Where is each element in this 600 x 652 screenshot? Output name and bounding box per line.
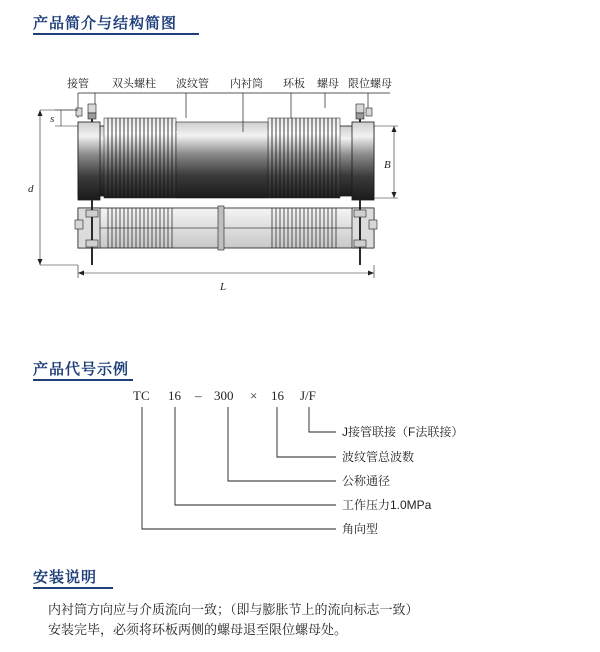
code-legend-4: 角向型 <box>342 522 379 535</box>
callout-label-4: 环板 <box>283 78 305 90</box>
code-legend-2: 公称通径 <box>342 474 391 488</box>
dim-label-B: B <box>384 159 391 171</box>
install-line-0: 内衬筒方向应与介质流向一致；（即与膨胀节上的流向标志一致） <box>48 602 419 617</box>
callout-labels <box>67 76 392 90</box>
code-legend-1: 波纹管总波数 <box>342 450 415 464</box>
callout-label-6: 限位螺母 <box>348 78 392 90</box>
section-rule-install <box>33 587 113 589</box>
bellows-left <box>104 118 176 198</box>
section-title-install: 安装说明 <box>33 569 98 586</box>
callout-label-2: 波纹管 <box>176 78 209 90</box>
callout-label-3: 内衬筒 <box>230 78 263 90</box>
code-legend-0: J接管联接（F法联接） <box>342 425 464 439</box>
callout-label-5: 螺母 <box>317 78 339 90</box>
code-token-5: 16 <box>271 388 284 403</box>
section-title-structure: 产品简介与结构简图 <box>33 15 178 32</box>
dim-L <box>78 265 374 293</box>
bottom-view <box>75 200 377 265</box>
code-token-6: J/F <box>300 388 316 403</box>
code-token-3: 300 <box>214 388 234 403</box>
code-token-4: × <box>250 388 258 403</box>
section-title-code: 产品代号示例 <box>33 361 130 378</box>
dim-label-d: d <box>28 183 34 195</box>
install-instructions <box>48 600 568 640</box>
right-bolt-assembly <box>356 104 372 119</box>
dim-label-L: L <box>220 281 227 293</box>
bellows-right <box>268 118 340 198</box>
callout-label-1: 双头螺柱 <box>112 78 156 90</box>
structure-diagram <box>0 60 600 310</box>
code-token-1: 16 <box>168 388 181 403</box>
install-line-1: 安装完毕，必须将环板两侧的螺母退至限位螺母处。 <box>48 622 348 637</box>
code-token-2: – <box>195 388 202 403</box>
dim-s <box>50 110 78 126</box>
dim-label-s: s <box>50 113 55 125</box>
left-bolt-assembly <box>76 104 96 119</box>
section-rule-structure <box>33 33 199 35</box>
code-token-row <box>133 388 316 403</box>
callout-label-0: 接管 <box>67 78 89 90</box>
code-token-0: TC <box>133 388 150 403</box>
code-legend-3: 工作压力1.0MPa <box>342 498 432 512</box>
dim-B <box>374 126 398 198</box>
dim-d <box>28 110 78 265</box>
product-code-example <box>0 375 600 535</box>
